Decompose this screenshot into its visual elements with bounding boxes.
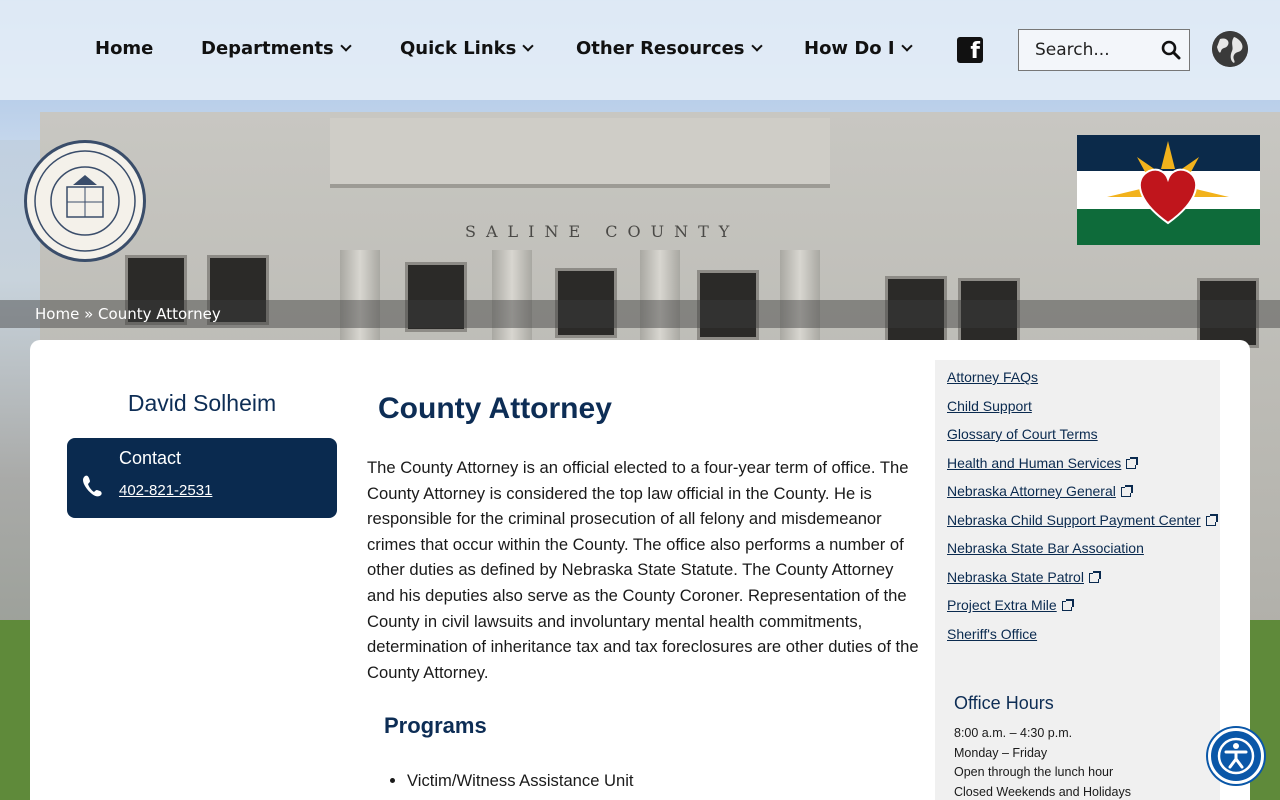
globe-icon[interactable] [1212, 31, 1248, 67]
chevron-down-icon [340, 40, 351, 51]
phone-icon [81, 474, 103, 498]
county-seal[interactable] [24, 140, 146, 262]
nav-how-do-i[interactable] [804, 38, 911, 59]
link-state-bar-association[interactable] [947, 540, 1144, 556]
breadcrumb [35, 305, 221, 323]
person-name: David Solheim [127, 390, 277, 416]
programs-list [407, 768, 634, 793]
link-label: Health and Human Services [947, 455, 1122, 471]
nav-other-resources[interactable] [576, 38, 761, 59]
nav-quick-links[interactable] [400, 38, 532, 59]
search-icon[interactable] [1161, 40, 1181, 60]
search-input[interactable] [1035, 40, 1155, 60]
external-link-icon [1126, 459, 1136, 469]
office-hours-title: Office Hours [954, 693, 1054, 713]
breadcrumb-home-link[interactable]: Home [35, 305, 80, 323]
breadcrumb-current: County Attorney [98, 305, 221, 323]
hours-line: Monday – Friday [954, 745, 1048, 760]
link-attorney-faqs[interactable] [947, 369, 1038, 385]
chevron-down-icon [901, 40, 912, 51]
main-nav [0, 0, 1280, 100]
chevron-down-icon [751, 40, 762, 51]
contact-box [67, 438, 337, 518]
link-label: Sheriff's Office [947, 626, 1038, 642]
seal-graphic [27, 143, 143, 259]
building-inscription: SALINE COUNTY [465, 222, 740, 241]
courthouse-cornice [330, 118, 830, 188]
link-nebraska-state-patrol[interactable] [947, 569, 1099, 585]
link-label: Nebraska State Patrol [947, 569, 1084, 585]
external-link-icon [1121, 487, 1131, 497]
link-label: Nebraska Attorney General [947, 483, 1116, 499]
accessibility-icon [1211, 731, 1261, 781]
breadcrumb-separator: » [84, 305, 94, 323]
accessibility-button[interactable] [1208, 728, 1264, 784]
nav-label: Home [95, 38, 154, 59]
nav-departments[interactable] [201, 38, 350, 59]
external-link-icon [1089, 573, 1099, 583]
link-child-support[interactable] [947, 398, 1032, 414]
link-label: Glossary of Court Terms [947, 426, 1098, 442]
link-project-extra-mile[interactable] [947, 597, 1072, 613]
link-sheriffs-office[interactable] [947, 626, 1037, 642]
link-glossary-court-terms[interactable] [947, 426, 1098, 442]
link-label: Attorney FAQs [947, 369, 1039, 385]
description-paragraph: The County Attorney is an official elected to a four-year term of office. The County Attorney is considered the top law official in the County. He is responsible for the criminal prosecution of all felony and misdemeanor crimes that occur within the County. The office also performs a number of other duties as defined by Nebraska State Statute. The County Attorney and his deputies also serve as the County Coroner. Representation of the County in civil lawsuits and involuntary mental health commitments, determination of inheritance tax and tax foreclosures are other duties of the County Attorney. [367, 458, 919, 682]
link-child-support-payment-center[interactable] [947, 512, 1216, 528]
link-label: Nebraska State Bar Association [947, 540, 1144, 556]
link-label: Project Extra Mile [947, 597, 1057, 613]
external-link-icon [1206, 516, 1216, 526]
chevron-down-icon [523, 40, 534, 51]
hours-line: Closed Weekends and Holidays [954, 784, 1131, 799]
county-flag [1077, 135, 1260, 245]
nav-label: Departments [201, 38, 334, 59]
nav-home[interactable] [95, 38, 153, 59]
facebook-icon[interactable]: f [957, 37, 983, 63]
link-label: Nebraska Child Support Payment Center [947, 512, 1201, 528]
search-box[interactable] [1018, 29, 1190, 71]
hours-line: Open through the lunch hour [954, 765, 1114, 779]
page-title: County Attorney [378, 392, 612, 425]
list-item: • Victim/Witness Assistance Unit [407, 768, 634, 793]
link-nebraska-attorney-general[interactable] [947, 483, 1131, 499]
external-link-icon [1062, 601, 1072, 611]
link-label: Child Support [947, 398, 1032, 414]
nav-label: Other Resources [576, 38, 745, 59]
contact-title: Contact [119, 448, 182, 468]
office-hours [954, 724, 1131, 800]
link-health-human-services[interactable] [947, 455, 1136, 471]
hours-line: 8:00 a.m. – 4:30 p.m. [954, 726, 1073, 740]
nav-label: Quick Links [400, 38, 517, 59]
globe-graphic [1212, 31, 1248, 67]
contact-phone-link[interactable]: 402-821-2531 [119, 482, 213, 499]
nav-label: How Do I [804, 38, 895, 59]
programs-heading: Programs [384, 713, 487, 738]
